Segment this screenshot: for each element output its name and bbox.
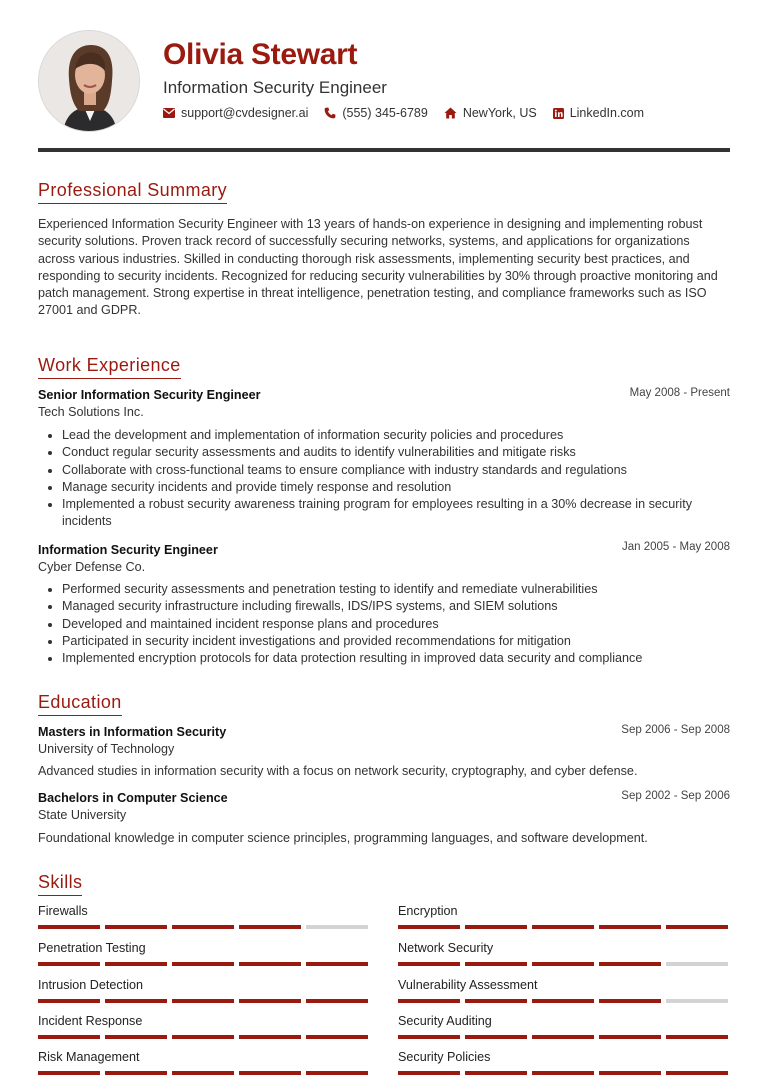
envelope-icon	[163, 108, 175, 118]
rating-segment-filled	[239, 1071, 301, 1075]
bullet-item: Participated in security incident investigations and provided recommendations for mitigation	[62, 633, 730, 650]
skill-name: Risk Management	[38, 1050, 140, 1064]
rating-segment-filled	[105, 962, 167, 966]
contact-phone[interactable]	[324, 106, 427, 120]
contact-linkedin[interactable]	[553, 106, 644, 120]
degree-dates: Sep 2006 - Sep 2008	[621, 724, 730, 736]
header-divider	[38, 148, 730, 152]
rating-segment-filled	[532, 925, 594, 929]
summary-text: Experienced Information Security Engineer with 13 years of hands-on experience in designing and implementing robust security solutions. Proven track record of successfully securing networks, systems, and applications for organizations across various industries. Skilled in conducting thorough risk assessments, implementing security best practices, and responding to security incidents. Recognized for reducing security vulnerabilities by 30% through proactive monitoring and patch management. Strong expertise in threat intelligence, penetration testing, and compliance frameworks such as ISO 27001 and GDPR.	[38, 217, 718, 318]
rating-segment-filled	[532, 999, 594, 1003]
bullet-item: Implemented encryption protocols for data protection resulting in improved data security and compliance	[62, 650, 730, 667]
contact-location	[444, 106, 537, 120]
rating-segment-filled	[239, 962, 301, 966]
rating-segment-filled	[666, 1035, 728, 1039]
job-title: Information Security Engineer	[38, 543, 218, 557]
rating-segment-filled	[465, 925, 527, 929]
rating-segment-filled	[465, 1035, 527, 1039]
candidate-name: Olivia Stewart	[163, 38, 358, 71]
skill-name: Security Auditing	[398, 1014, 492, 1028]
skill-rating-bar	[38, 1035, 368, 1039]
job-title: Senior Information Security Engineer	[38, 388, 261, 402]
school-name: University of Technology	[38, 742, 175, 756]
rating-segment-filled	[532, 1035, 594, 1039]
degree-title: Masters in Information Security	[38, 725, 227, 739]
rating-segment-filled	[172, 1071, 234, 1075]
skill-name: Network Security	[398, 941, 494, 955]
rating-segment-filled	[38, 999, 100, 1003]
job-company: Tech Solutions Inc.	[38, 405, 144, 419]
section-title-summary: Professional Summary	[38, 180, 227, 204]
bullet-item: Developed and maintained incident response plans and procedures	[62, 616, 730, 633]
candidate-title: Information Security Engineer	[163, 78, 387, 97]
rating-segment-filled	[532, 962, 594, 966]
phone-text: (555) 345-6789	[342, 106, 428, 120]
bullet-item: Performed security assessments and penetration testing to identify and remediate vulnerabilities	[62, 581, 730, 598]
skill-name: Firewalls	[38, 904, 88, 918]
skill-name: Penetration Testing	[38, 941, 146, 955]
rating-segment-filled	[239, 999, 301, 1003]
rating-segment-filled	[465, 962, 527, 966]
bullet-item: Lead the development and implementation of information security policies and procedures	[62, 427, 730, 444]
rating-segment-filled	[599, 1035, 661, 1039]
job-bullets	[62, 427, 730, 531]
rating-segment-empty	[666, 999, 728, 1003]
job-bullets	[62, 581, 730, 667]
rating-segment-filled	[666, 1071, 728, 1075]
rating-segment-filled	[105, 999, 167, 1003]
home-icon	[444, 107, 457, 119]
rating-segment-filled	[599, 1071, 661, 1075]
phone-icon	[324, 107, 336, 119]
bullet-item: Collaborate with cross-functional teams to ensure compliance with industry standards and regulations	[62, 462, 730, 479]
rating-segment-filled	[465, 999, 527, 1003]
rating-segment-filled	[172, 1035, 234, 1039]
rating-segment-filled	[599, 999, 661, 1003]
rating-segment-filled	[38, 962, 100, 966]
resume-header	[38, 30, 730, 134]
rating-segment-filled	[666, 925, 728, 929]
rating-segment-filled	[38, 1035, 100, 1039]
rating-segment-filled	[398, 1035, 460, 1039]
rating-segment-filled	[239, 925, 301, 929]
rating-segment-filled	[38, 925, 100, 929]
bullet-item: Managed security infrastructure including firewalls, IDS/IPS systems, and SIEM solutions	[62, 598, 730, 615]
rating-segment-filled	[398, 1071, 460, 1075]
bullet-item: Manage security incidents and provide timely response and resolution	[62, 479, 730, 496]
job-dates: Jan 2005 - May 2008	[621, 541, 730, 553]
rating-segment-filled	[239, 1035, 301, 1039]
rating-segment-filled	[105, 1071, 167, 1075]
degree-title: Bachelors in Computer Science	[38, 791, 228, 805]
skill-rating-bar	[38, 925, 368, 929]
contact-email[interactable]	[163, 106, 308, 120]
school-name: State University	[38, 808, 127, 822]
rating-segment-filled	[105, 1035, 167, 1039]
profile-photo	[38, 30, 140, 132]
section-title-skills: Skills	[38, 872, 82, 896]
skill-rating-bar	[398, 1071, 728, 1075]
email-text: support@cvdesigner.ai	[181, 106, 309, 120]
skill-rating-bar	[38, 962, 368, 966]
rating-segment-filled	[599, 962, 661, 966]
skill-name: Vulnerability Assessment	[398, 978, 538, 992]
rating-segment-filled	[465, 1071, 527, 1075]
skill-rating-bar	[398, 925, 728, 929]
skill-name: Intrusion Detection	[38, 978, 144, 992]
rating-segment-filled	[398, 999, 460, 1003]
bullet-item: Conduct regular security assessments and audits to identify vulnerabilities and mitigate risks	[62, 444, 730, 461]
rating-segment-filled	[306, 1071, 368, 1075]
rating-segment-filled	[172, 962, 234, 966]
rating-segment-filled	[532, 1071, 594, 1075]
rating-segment-filled	[38, 1071, 100, 1075]
location-text: NewYork, US	[462, 106, 537, 120]
rating-segment-filled	[306, 1035, 368, 1039]
linkedin-text: LinkedIn.com	[569, 106, 645, 120]
section-title-education: Education	[38, 692, 122, 716]
job-company: Cyber Defense Co.	[38, 560, 146, 574]
rating-segment-empty	[666, 962, 728, 966]
rating-segment-filled	[306, 962, 368, 966]
rating-segment-filled	[398, 962, 460, 966]
rating-segment-filled	[105, 925, 167, 929]
skill-name: Incident Response	[38, 1014, 143, 1028]
contact-row	[163, 106, 660, 120]
degree-description: Foundational knowledge in computer science principles, programming languages, and software development.	[38, 831, 648, 845]
rating-segment-filled	[172, 925, 234, 929]
degree-description: Advanced studies in information security with a focus on network security, cryptography, and cyber defense.	[38, 764, 638, 778]
bullet-item: Implemented a robust security awareness training program for employees resulting in a 30% decrease in security incidents	[62, 496, 730, 531]
skill-rating-bar	[398, 1035, 728, 1039]
skill-rating-bar	[398, 962, 728, 966]
rating-segment-filled	[172, 999, 234, 1003]
skill-name: Encryption	[398, 904, 458, 918]
skill-rating-bar	[38, 1071, 368, 1075]
rating-segment-empty	[306, 925, 368, 929]
section-title-experience: Work Experience	[38, 355, 181, 379]
degree-dates: Sep 2002 - Sep 2006	[621, 790, 730, 802]
rating-segment-filled	[599, 925, 661, 929]
rating-segment-filled	[398, 925, 460, 929]
skill-rating-bar	[38, 999, 368, 1003]
skill-rating-bar	[398, 999, 728, 1003]
skill-name: Security Policies	[398, 1050, 491, 1064]
linkedin-icon	[553, 108, 564, 119]
job-dates: May 2008 - Present	[629, 387, 730, 399]
rating-segment-filled	[306, 999, 368, 1003]
